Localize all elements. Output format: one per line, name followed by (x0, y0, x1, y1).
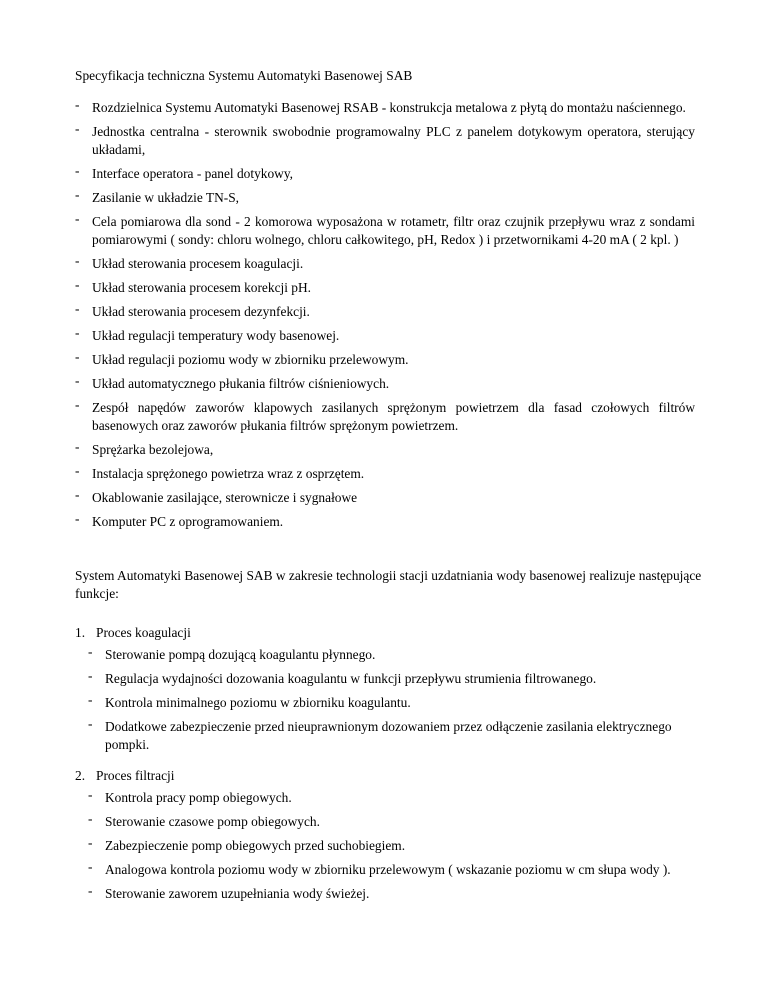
section-filtration (75, 767, 695, 909)
list-item-text: Kontrola minimalnego poziomu w zbiorniku koagulantu. (105, 695, 411, 710)
list-item-text: Sterowanie czasowe pomp obiegowych. (105, 814, 320, 829)
list-item (75, 489, 695, 507)
list-item-text: - Interface operatora - panel dotykowy, (92, 166, 294, 181)
section-heading (75, 767, 695, 785)
list-item (75, 279, 695, 297)
list-item (75, 399, 695, 435)
list-item-text: - Zasilanie w układzie TN-S, (92, 190, 240, 205)
list-item-text: - Cela pomiarowa dla sond - 2 komorowa wyposażona w rotametr, filtr oraz czujnik przepływu wraz z sondami pomiarowymi ( sondy: chloru wolnego, chloru całkowitego, pH, Redox ) i przetwornikami 4-20 mA ( 2 kpl. ) (92, 214, 695, 247)
list-item-text: - Układ automatycznego płukania filtrów ciśnieniowych. (92, 376, 390, 391)
list-item (88, 646, 695, 664)
list-item-text: - Rozdzielnica Systemu Automatyki Basenowej RSAB - konstrukcja metalowa z płytą do montażu naściennego. (92, 100, 686, 115)
components-list (75, 99, 695, 531)
list-item (75, 123, 695, 159)
section-items (75, 646, 695, 754)
list-item-text: - Komputer PC z oprogramowaniem. (92, 514, 284, 529)
intro-paragraph: System Automatyki Basenowej SAB w zakresie technologii stacji uzdatniania wody basenowej realizuje następujące funkcje: (75, 568, 702, 601)
list-item-text: Dodatkowe zabezpieczenie przed nieuprawnionym dozowaniem przez odłączenie zasilania elektrycznego pompki. (105, 719, 672, 752)
list-item (88, 861, 695, 879)
list-item (88, 670, 695, 688)
list-item (75, 327, 695, 345)
list-item-text: Regulacja wydajności dozowania koagulantu w funkcji przepływu strumienia filtrowanego. (105, 671, 597, 686)
list-item (75, 189, 695, 207)
list-item (75, 255, 695, 273)
list-item (88, 694, 695, 712)
list-item-text: - Układ regulacji poziomu wody w zbiorniku przelewowym. (92, 352, 409, 367)
section-heading (75, 624, 695, 642)
list-item-text: - Jednostka centralna - sterownik swobodnie programowalny PLC z panelem dotykowym operatora, sterujący układami, (92, 124, 695, 157)
section-number: 2. (75, 768, 86, 783)
section-coagulation (75, 624, 695, 760)
list-item (75, 441, 695, 459)
list-item-text: Sterowanie pompą dozującą koagulantu płynnego. (105, 647, 376, 662)
section-title: Proces filtracji (96, 768, 175, 783)
list-item-text: Sterowanie zaworem uzupełniania wody świeżej. (105, 886, 370, 901)
list-item (88, 718, 695, 754)
list-item-text: Kontrola pracy pomp obiegowych. (105, 790, 292, 805)
list-item (88, 813, 695, 831)
document-title: Specyfikacja techniczna Systemu Automatyki Basenowej SAB (75, 68, 413, 83)
list-item (88, 789, 695, 807)
section-title: Proces koagulacji (96, 625, 191, 640)
list-item-text: Zabezpieczenie pomp obiegowych przed suchobiegiem. (105, 838, 406, 853)
list-item (88, 885, 695, 903)
section-list (88, 646, 695, 754)
list-item (75, 213, 695, 249)
section-items (75, 789, 695, 903)
list-item (75, 375, 695, 393)
list-item (75, 351, 695, 369)
list-item-text: Analogowa kontrola poziomu wody w zbiorniku przelewowym ( wskazanie poziomu w cm słupa wody ). (105, 862, 671, 877)
list-item-text: - Okablowanie zasilające, sterownicze i sygnałowe (92, 490, 358, 505)
list-item (75, 465, 695, 483)
section-number: 1. (75, 625, 86, 640)
list-item-text: - Instalacja sprężonego powietrza wraz z osprzętem. (92, 466, 365, 481)
section-list (88, 789, 695, 903)
list-item-text: - Układ regulacji temperatury wody basenowej. (92, 328, 340, 343)
list-item-text: - Zespół napędów zaworów klapowych zasilanych sprężonym powietrzem dla fasad czołowych filtrów basenowych oraz zaworów płukania filtrów sprężonym powietrzem. (92, 400, 695, 433)
list-item-text: - Układ sterowania procesem koagulacji. (92, 256, 304, 271)
list-item (75, 303, 695, 321)
list-item-text: - Sprężarka bezolejowa, (92, 442, 214, 457)
components-list-container (75, 99, 695, 537)
list-item-text: - Układ sterowania procesem dezynfekcji. (92, 304, 310, 319)
list-item (75, 513, 695, 531)
list-item (75, 99, 695, 117)
list-item (75, 165, 695, 183)
list-item-text: - Układ sterowania procesem korekcji pH. (92, 280, 312, 295)
list-item (88, 837, 695, 855)
